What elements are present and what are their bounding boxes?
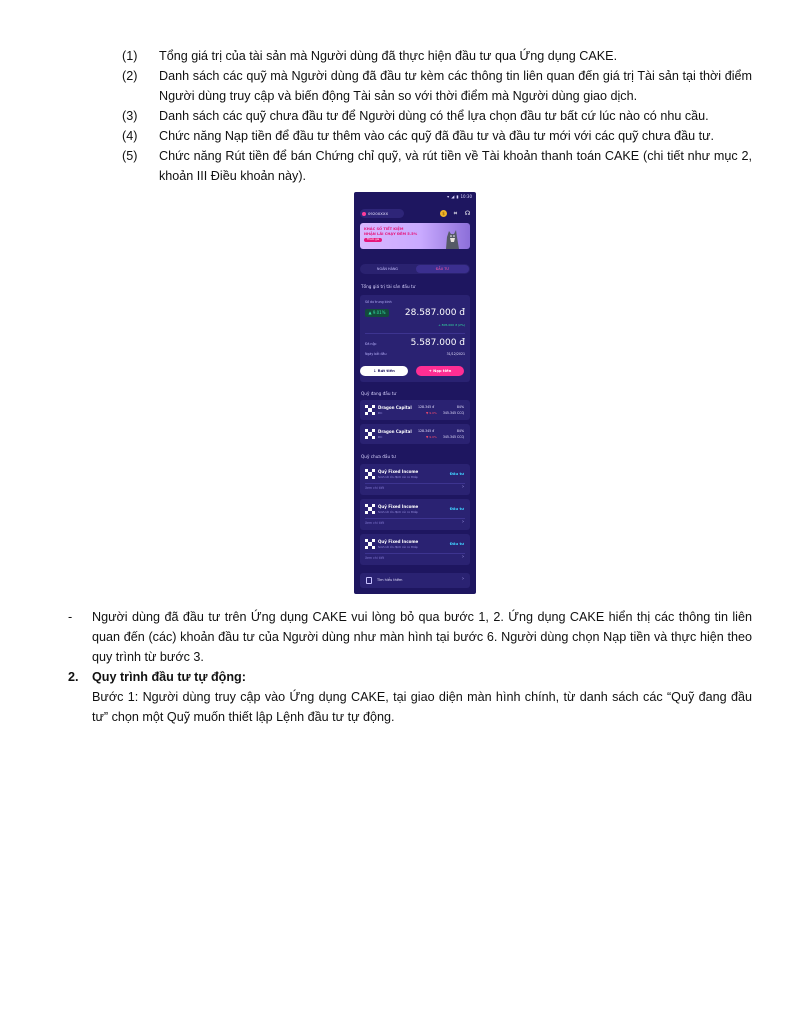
chevron-right-icon: › [462, 484, 464, 490]
list-number: (5) [122, 149, 138, 163]
step-1-paragraph: Bước 1: Người dùng truy cập vào Ứng dụng CAKE, tại giao diện màn hình chính, từ danh sách các “Quỹ đang đầu tư” chọn một Quỹ muốn thiết lập Lệnh đầu tư tự động. [92, 690, 752, 724]
heading-number: 2. [68, 670, 79, 684]
invested-fund-row[interactable] [360, 424, 470, 444]
main-tabs [360, 264, 470, 274]
learn-more-row[interactable] [360, 573, 470, 588]
balance-value: 28.587.000 đ [404, 308, 465, 318]
start-date-value: 31/12/2021 [446, 352, 465, 356]
list-number: (3) [122, 109, 138, 123]
list-text: Chức năng Rút tiền để bán Chứng chỉ quỹ, và rút tiền về Tài khoản thanh toán CAKE (chi tiết như mục 2, khoản III Điều khoản này). [159, 149, 752, 183]
fund-name: Dragon Capital [378, 405, 412, 410]
wifi-icon: ▾ [447, 194, 450, 199]
fund-percent: 84% [456, 405, 464, 409]
banner-join-button[interactable]: Tham gia [364, 238, 382, 242]
list-text: Danh sách các quỹ mà Người dùng đã đầu tư kèm các thông tin liên quan đến giá trị Tài sản tại thời điểm Người dùng truy cập và biến động Tài sản so với thời điểm mà Người dùng giao dịch. [159, 69, 752, 103]
fund-change: ▼ 9.0% [426, 435, 437, 439]
fund-logo-icon [365, 539, 375, 549]
divider [365, 333, 465, 334]
available-funds-title: Quỹ chưa đầu tư [361, 454, 396, 459]
document-icon [366, 577, 372, 584]
coin-icon[interactable]: $ [440, 210, 447, 217]
deposit-button[interactable]: + Nạp tiền [416, 366, 464, 376]
fund-logo-icon [365, 429, 375, 439]
fund-percent: 84% [456, 429, 464, 433]
start-date-label: Ngày bắt đầu [365, 352, 387, 356]
account-dot-icon [362, 212, 366, 216]
header-actions [440, 210, 471, 217]
divider [365, 483, 465, 484]
deposit-label: Nạp tiền [433, 368, 452, 373]
fund-change: ▼ 9.0% [426, 411, 437, 415]
fund-value: 345.345 CCQ [442, 435, 464, 439]
balance-label: Số dư trung bình [365, 300, 392, 304]
banner-line-2: NHẬN LÃI CHẠY ĐÊM 5.5% [364, 231, 418, 236]
invest-link[interactable]: Đầu tư [449, 471, 464, 476]
invested-funds-title: Quỹ đang đầu tư [361, 391, 397, 396]
available-fund-card[interactable] [360, 499, 470, 530]
details-link[interactable]: Xem chi tiết [365, 556, 385, 560]
fund-logo-icon [365, 504, 375, 514]
gain-value: + 805.000 đ (2%) [438, 323, 465, 327]
principal-label: Đã nộp [365, 342, 377, 346]
divider [365, 518, 465, 519]
promo-banner[interactable] [360, 223, 470, 249]
list-number: (2) [122, 69, 138, 83]
bullet-paragraph: Người dùng đã đầu tư trên Ứng dụng CAKE vui lòng bỏ qua bước 1, 2. Ứng dụng CAKE hiển thị các thông tin liên quan đến (các) khoản đầu tư của Người dùng như màn hình tại bước 6. Người dùng chọn Nạp tiền và thực hiện theo quy trình từ bước 3. [92, 610, 752, 664]
status-bar [447, 194, 472, 199]
return-badge: ▲ 9.01% [365, 309, 389, 317]
list-number: (1) [122, 49, 138, 63]
support-icon[interactable]: ☊ [464, 210, 471, 217]
chevron-right-icon: › [462, 519, 464, 525]
fund-name: Quỹ Fixed Income [378, 504, 419, 509]
fund-logo-icon [365, 469, 375, 479]
withdraw-button[interactable]: ↓ Rút tiền [360, 366, 408, 376]
account-number: 0920XXXX [368, 211, 389, 216]
list-text: Tổng giá trị của tài sản mà Người dùng đã thực hiện đầu tư qua Ứng dụng CAKE. [159, 49, 618, 63]
details-link[interactable]: Xem chi tiết [365, 486, 385, 490]
fund-name: Quỹ Fixed Income [378, 469, 419, 474]
fund-amount: 128.345 đ [418, 429, 435, 433]
available-fund-card[interactable] [360, 534, 470, 565]
tab-invest[interactable]: ĐẦU TƯ [416, 265, 469, 273]
qr-scan-icon[interactable]: ⌗ [453, 210, 458, 217]
fund-logo-icon [365, 405, 375, 415]
withdraw-label: Rút tiền [377, 368, 395, 373]
details-link[interactable]: Xem chi tiết [365, 521, 385, 525]
fund-name: Dragon Capital [378, 429, 412, 434]
total-assets-title: Tổng giá trị tài sản đầu tư [361, 284, 416, 289]
fund-amount: 128.345 đ [418, 405, 435, 409]
fund-value: 345.345 CCQ [442, 411, 464, 415]
invest-link[interactable]: Đầu tư [449, 541, 464, 546]
banner-line-1: KHÁC SỐ TIẾT KIỆM [364, 227, 404, 231]
learn-more-label: Tìm hiểu thêm [377, 578, 403, 582]
chevron-right-icon: › [462, 554, 464, 560]
fund-code: DC [378, 411, 383, 415]
account-selector[interactable] [360, 209, 404, 218]
fund-description: Sinh lời ổn định rủi ro thấp [378, 545, 418, 549]
available-fund-card[interactable] [360, 464, 470, 495]
list-text: Chức năng Nạp tiền để đầu tư thêm vào các quỹ đã đầu tư và đầu tư mới với các quỹ chưa đầu tư. [159, 129, 715, 143]
list-text: Danh sách các quỹ chưa đầu tư để Người dùng có thể lựa chọn đầu tư bất cứ lúc nào có nhu cầu. [159, 109, 709, 123]
dog-illustration-icon [440, 225, 464, 249]
list-number: (4) [122, 129, 138, 143]
bullet-marker: - [68, 610, 73, 624]
fund-description: Sinh lời ổn định rủi ro thấp [378, 510, 418, 514]
divider [365, 553, 465, 554]
app-screenshot [354, 192, 476, 594]
invest-link[interactable]: Đầu tư [449, 506, 464, 511]
signal-icon: ◢ [451, 194, 455, 199]
fund-name: Quỹ Fixed Income [378, 539, 419, 544]
heading-text: Quy trình đầu tư tự động: [92, 670, 246, 684]
status-time: 10:30 [460, 194, 472, 199]
principal-value: 5.587.000 đ [410, 338, 465, 348]
invested-fund-row[interactable] [360, 400, 470, 420]
fund-description: Sinh lời ổn định rủi ro thấp [378, 475, 418, 479]
tab-bank[interactable]: NGÂN HÀNG [376, 267, 399, 271]
chevron-right-icon: › [462, 576, 464, 582]
fund-code: DC [378, 435, 383, 439]
battery-icon: ▮ [456, 194, 459, 199]
